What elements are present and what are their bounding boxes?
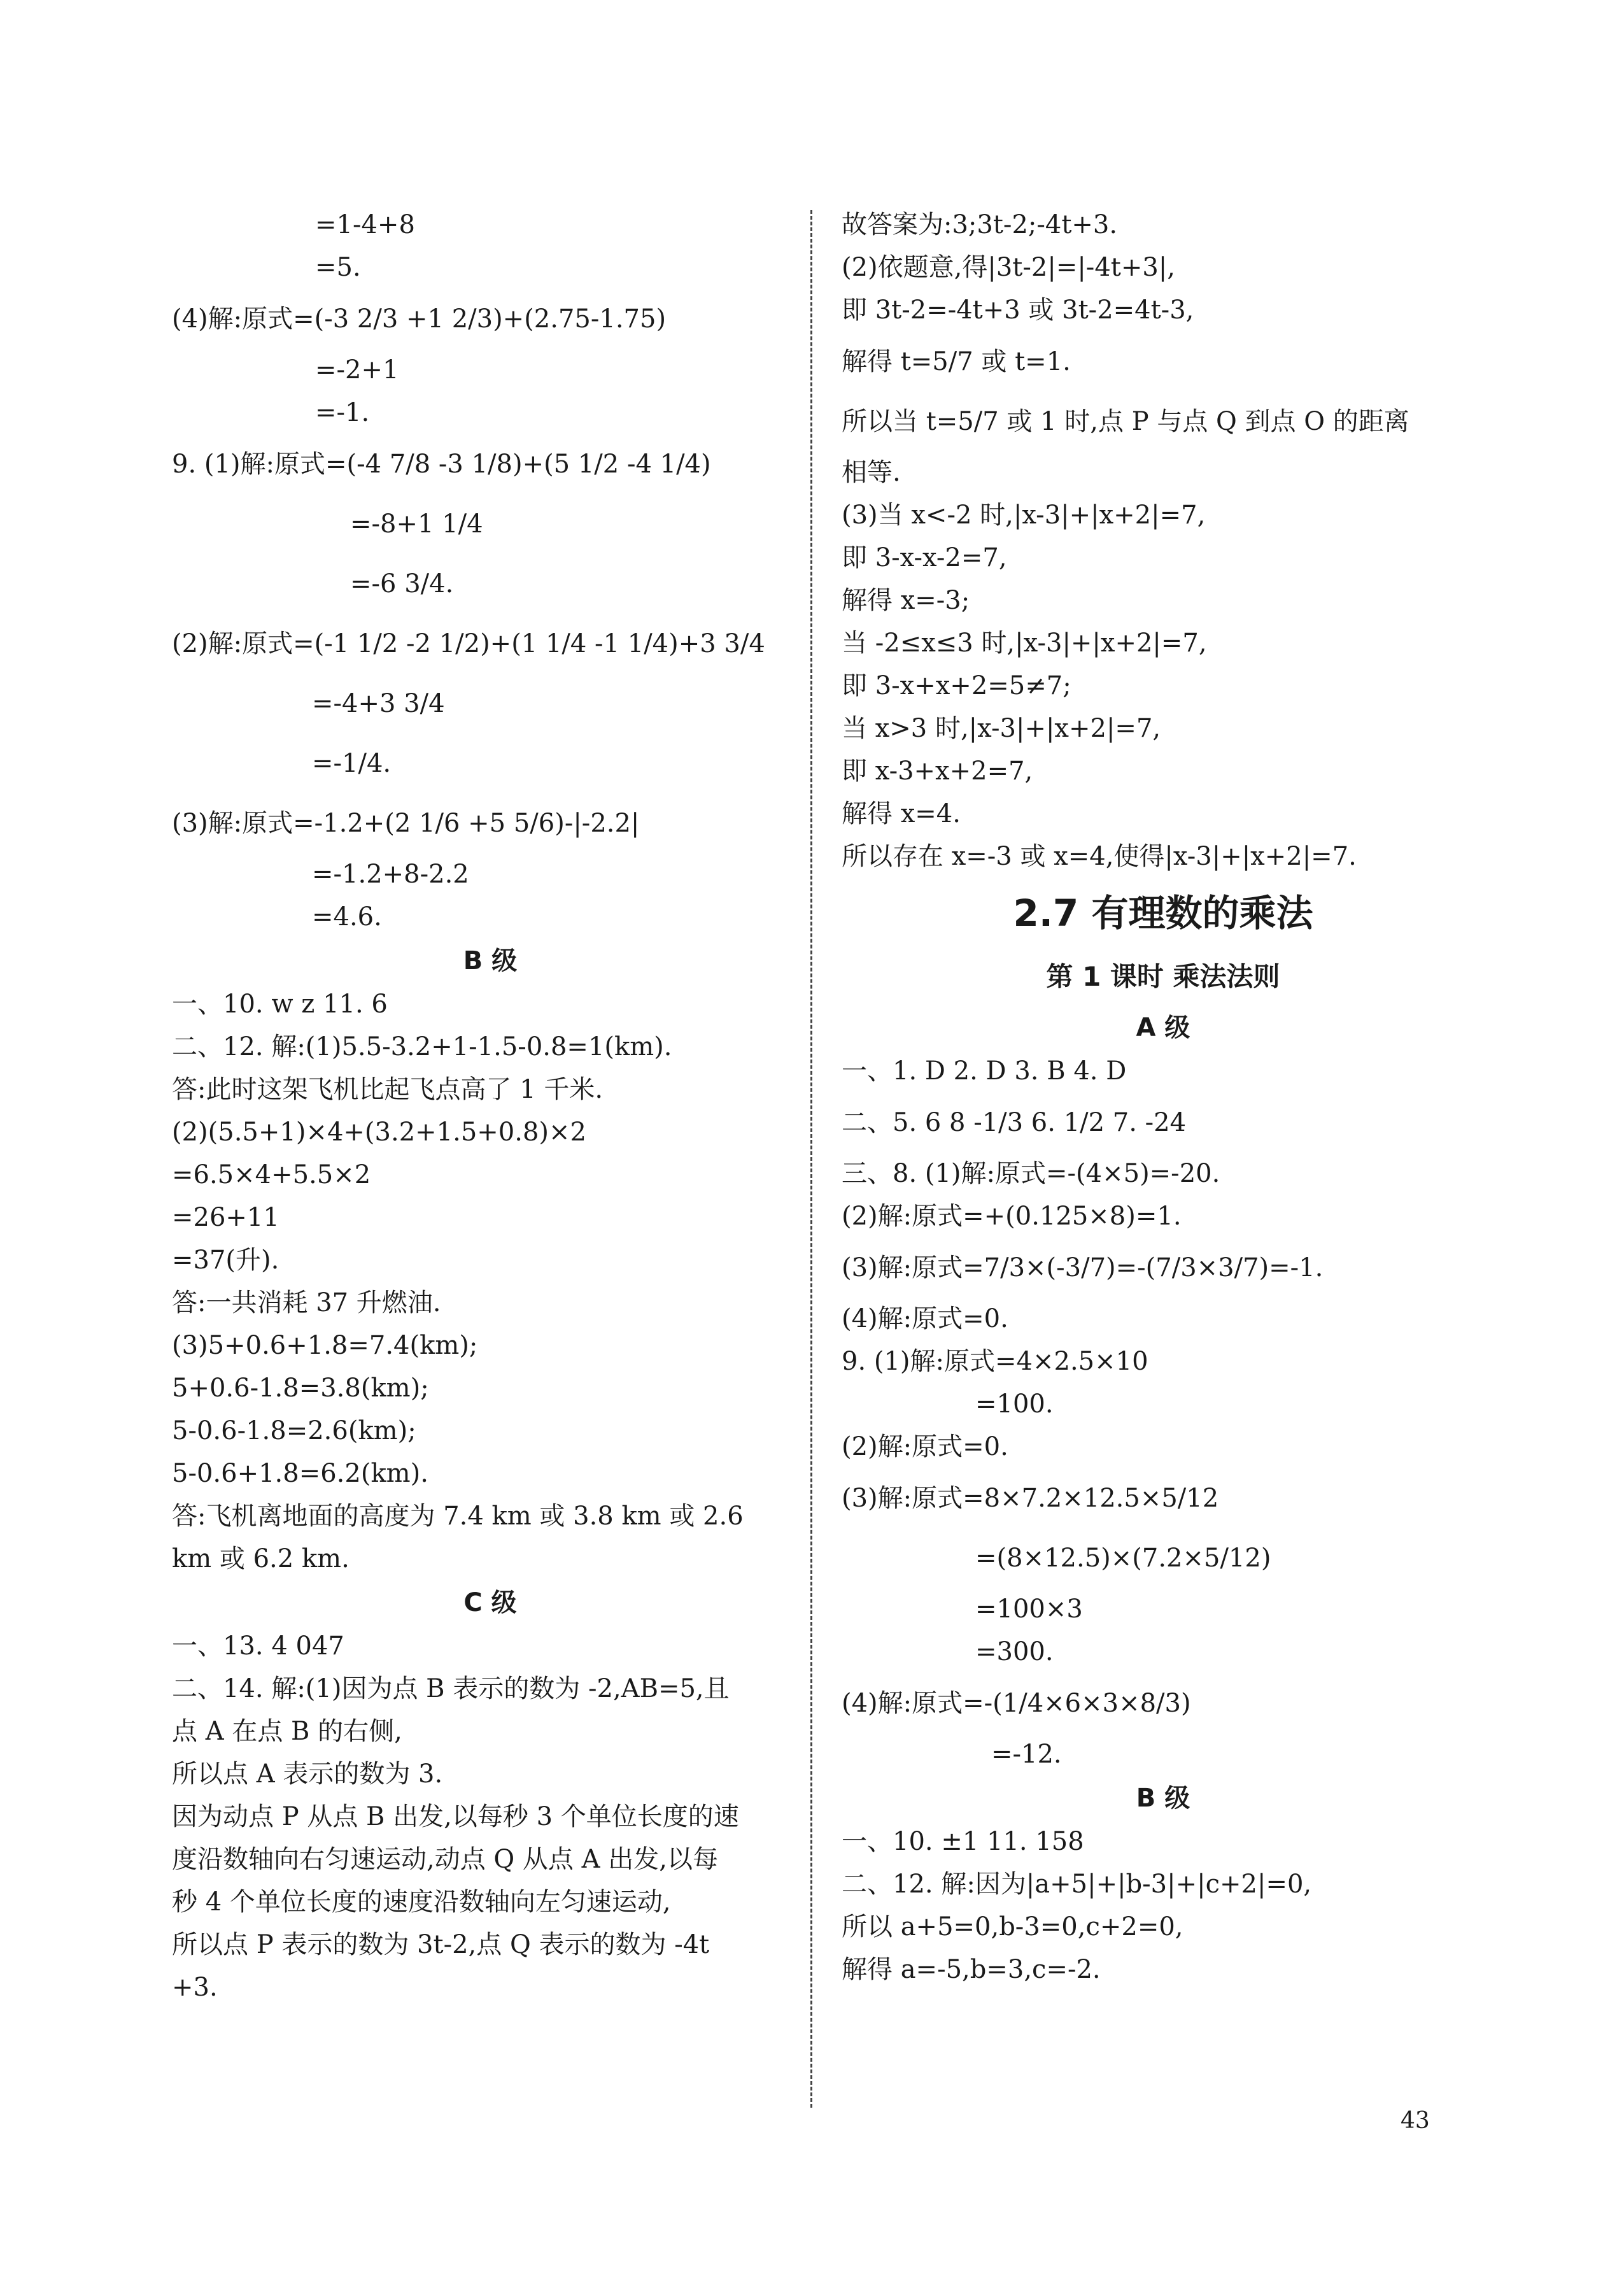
right-line: 9. (1)解:原式=4×2.5×10 — [842, 1347, 1148, 1376]
left-line: =-6 3/4. — [350, 569, 454, 599]
column-divider — [810, 210, 812, 2108]
right-line: 二、5. 6 8 -1/3 6. 1/2 7. -24 — [842, 1108, 1187, 1137]
left-line: 所以点 P 表示的数为 3t-2,点 Q 表示的数为 -4t — [172, 1930, 710, 1959]
left-line: B 级 — [463, 946, 518, 976]
right-line: (2)解:原式=0. — [842, 1432, 1008, 1461]
right-line: =(8×12.5)×(7.2×5/12) — [975, 1544, 1271, 1573]
right-line: =100×3 — [975, 1594, 1083, 1624]
right-line: =-12. — [991, 1740, 1062, 1769]
right-line: =100. — [975, 1389, 1054, 1419]
right-line: B 级 — [1136, 1784, 1190, 1813]
right-line: 故答案为:3;3t-2;-4t+3. — [842, 210, 1118, 239]
right-line: 二、12. 解:因为|a+5|+|b-3|+|c+2|=0, — [842, 1870, 1312, 1899]
right-line: 即 3-x+x+2=5≠7; — [842, 671, 1071, 700]
right-line: (2)解:原式=+(0.125×8)=1. — [842, 1202, 1182, 1231]
left-line: 9. (1)解:原式=(-4 7/8 -3 1/8)+(5 1/2 -4 1/4) — [172, 450, 711, 479]
left-line: 二、12. 解:(1)5.5-3.2+1-1.5-0.8=1(km). — [172, 1032, 672, 1061]
left-line: =-4+3 3/4 — [312, 689, 445, 718]
left-line: (3)5+0.6+1.8=7.4(km); — [172, 1331, 478, 1360]
left-line: =26+11 — [172, 1203, 279, 1232]
right-line: 所以存在 x=-3 或 x=4,使得|x-3|+|x+2|=7. — [842, 842, 1357, 871]
left-line: =6.5×4+5.5×2 — [172, 1160, 371, 1189]
left-line: 5+0.6-1.8=3.8(km); — [172, 1374, 429, 1403]
left-line: +3. — [172, 1973, 218, 2002]
left-column — [172, 204, 808, 2009]
right-line: (2)依题意,得|3t-2|=|-4t+3|, — [842, 253, 1176, 282]
right-line: (4)解:原式=0. — [842, 1304, 1008, 1333]
right-line: 即 3t-2=-4t+3 或 3t-2=4t-3, — [842, 295, 1194, 325]
right-line: 所以当 t=5/7 或 1 时,点 P 与点 Q 到点 O 的距离 — [842, 407, 1409, 436]
left-line: =-1/4. — [312, 749, 392, 778]
right-line: 2.7 有理数的乘法 — [1013, 891, 1313, 935]
left-line: (2)(5.5+1)×4+(3.2+1.5+0.8)×2 — [172, 1118, 586, 1147]
right-line: 解得 x=-3; — [842, 586, 970, 615]
right-line: 解得 a=-5,b=3,c=-2. — [842, 1955, 1101, 1984]
left-line: 秒 4 个单位长度的速度沿数轴向左匀速运动, — [172, 1887, 671, 1917]
right-line: 所以 a+5=0,b-3=0,c+2=0, — [842, 1912, 1183, 1942]
left-line: 一、13. 4 047 — [172, 1631, 344, 1661]
left-line: (2)解:原式=(-1 1/2 -2 1/2)+(1 1/4 -1 1/4)+3 3/4 — [172, 629, 765, 658]
right-line: 一、1. D 2. D 3. B 4. D — [842, 1056, 1127, 1086]
right-column — [842, 204, 1485, 1991]
left-line: =5. — [315, 253, 361, 282]
left-line: =-1.2+8-2.2 — [312, 860, 469, 889]
left-line: 答:飞机离地面的高度为 7.4 km 或 3.8 km 或 2.6 — [172, 1502, 744, 1531]
right-line: 当 -2≤x≤3 时,|x-3|+|x+2|=7, — [842, 628, 1207, 658]
left-line: =1-4+8 — [315, 210, 415, 239]
right-line: 即 x-3+x+2=7, — [842, 756, 1033, 786]
left-line: 一、10. w z 11. 6 — [172, 990, 388, 1019]
right-line: (4)解:原式=-(1/4×6×3×8/3) — [842, 1689, 1191, 1718]
left-line: =4.6. — [312, 902, 382, 932]
left-line: 所以点 A 表示的数为 3. — [172, 1759, 443, 1789]
right-line: 三、8. (1)解:原式=-(4×5)=-20. — [842, 1159, 1220, 1188]
left-line: 答:一共消耗 37 升燃油. — [172, 1288, 441, 1317]
right-line: =300. — [975, 1637, 1054, 1666]
left-line: 二、14. 解:(1)因为点 B 表示的数为 -2,AB=5,且 — [172, 1674, 730, 1703]
left-line: =-1. — [315, 398, 370, 427]
left-line: (4)解:原式=(-3 2/3 +1 2/3)+(2.75-1.75) — [172, 304, 667, 334]
left-line: =-2+1 — [315, 355, 399, 385]
left-line: 答:此时这架飞机比起飞点高了 1 千米. — [172, 1075, 604, 1104]
left-line: 5-0.6+1.8=6.2(km). — [172, 1459, 428, 1488]
left-line: km 或 6.2 km. — [172, 1544, 350, 1573]
right-line: 一、10. ±1 11. 158 — [842, 1827, 1084, 1856]
right-line: 解得 x=4. — [842, 799, 961, 828]
left-line: =37(升). — [172, 1246, 279, 1275]
right-line: (3)解:原式=8×7.2×12.5×5/12 — [842, 1484, 1219, 1513]
right-line: A 级 — [1136, 1013, 1190, 1042]
left-line: 因为动点 P 从点 B 出发,以每秒 3 个单位长度的速 — [172, 1802, 739, 1831]
page-number: 43 — [1401, 2108, 1430, 2134]
right-line: 即 3-x-x-2=7, — [842, 543, 1007, 572]
left-line: (3)解:原式=-1.2+(2 1/6 +5 5/6)-|-2.2| — [172, 809, 640, 838]
left-line: 度沿数轴向右匀速运动,动点 Q 从点 A 出发,以每 — [172, 1845, 718, 1874]
left-line: =-8+1 1/4 — [350, 509, 483, 539]
left-line: C 级 — [463, 1588, 517, 1617]
right-line: 相等. — [842, 458, 901, 487]
right-line: 解得 t=5/7 或 t=1. — [842, 347, 1071, 376]
left-line: 点 A 在点 B 的右侧, — [172, 1717, 402, 1746]
left-line: 5-0.6-1.8=2.6(km); — [172, 1416, 416, 1445]
right-line: (3)当 x<-2 时,|x-3|+|x+2|=7, — [842, 501, 1206, 530]
right-line: 第 1 课时 乘法法则 — [1046, 961, 1280, 992]
right-line: (3)解:原式=7/3×(-3/7)=-(7/3×3/7)=-1. — [842, 1253, 1324, 1282]
right-line: 当 x>3 时,|x-3|+|x+2|=7, — [842, 714, 1161, 743]
